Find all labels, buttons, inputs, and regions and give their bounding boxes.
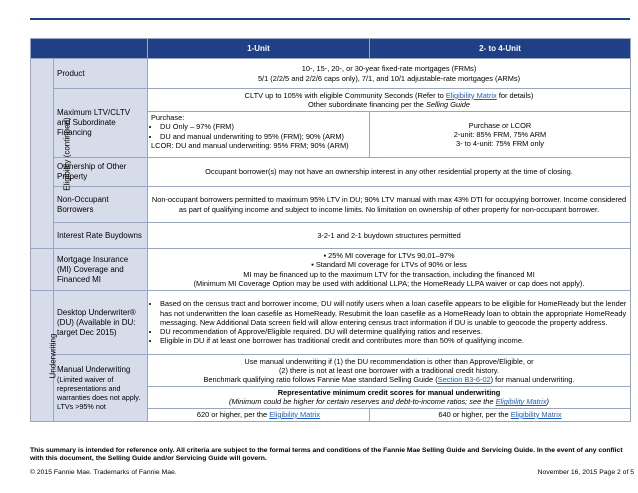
du-list xyxy=(151,299,627,345)
mi-b1-text: 25% MI coverage for LTVs 90.01–97% xyxy=(328,251,455,260)
link-eligibility-matrix-score2[interactable]: Eligibility Matrix xyxy=(510,409,562,419)
manual-rep-title: Representative minimum credit scores for manual underwriting xyxy=(277,388,501,397)
header-2-4-unit: 2- to 4-Unit xyxy=(370,39,631,59)
row-ownership xyxy=(31,158,631,187)
ltv-1unit-cell xyxy=(148,112,370,158)
row-buydowns xyxy=(31,223,631,249)
manual-value xyxy=(148,355,631,387)
mi-value xyxy=(148,249,631,291)
ltv-purchase-b1: • DU Only – 97% (FRM) xyxy=(160,122,366,131)
mi-b1: ▪ 25% MI coverage for LTVs 90.01–97% xyxy=(323,251,455,260)
top-rule xyxy=(30,18,630,20)
section-eligibility-label: Eligibility (continued) xyxy=(62,116,72,191)
manual-l2: (2) there is not at least one borrower with a traditional credit history. xyxy=(278,365,500,375)
mi-b2: ▪ Standard MI coverage for LTVs of 90% or less xyxy=(311,260,467,270)
footer-bottom xyxy=(30,469,634,476)
label-max-ltv: Maximum LTV/CLTV and Subordinate Financing xyxy=(54,89,148,158)
section-underwriting xyxy=(31,291,58,422)
footer-copyright: © 2015 Fannie Mae. Trademarks of Fannie Mae. xyxy=(30,469,177,476)
ltv-multi-l1: 2-unit: 85% FRM, 75% ARM xyxy=(453,129,547,139)
score2-pre: 640 or higher, per the xyxy=(438,409,511,419)
manual-rep-sub xyxy=(151,397,627,406)
ltv-purchase-b2: • DU and manual underwriting to 95% (FRM); 90% (ARM) xyxy=(160,132,366,141)
ownership-value: Occupant borrower(s) may not have an ownership interest in any other residential property at the time of closing. xyxy=(148,158,631,187)
score-1-unit xyxy=(148,408,370,421)
footer-disclaimer: This summary is intended for reference only. All criteria are subject to the formal terms and conditions of the Fannie Mae Selling Guide and Servicing Guide. In the event of any conflict with this document, the Selling Guide and/or Servicing Guide will govern. xyxy=(30,447,623,463)
label-product: Product xyxy=(54,59,148,89)
section-underwriting-label: Underwriting xyxy=(48,333,58,379)
ltv-purchase-title: Purchase: xyxy=(151,113,185,122)
ltv-multi-title: Purchase or LCOR xyxy=(468,120,532,130)
ltv-multi-l2: 3- to 4-unit: 75% FRM only xyxy=(456,139,544,149)
ltv-top2-pre: Other subordinate financing per the xyxy=(308,100,426,109)
manual-l3-pre: Benchmark qualifying ratio follows Fannie Mae standard Selling Guide ( xyxy=(203,375,438,385)
link-eligibility-matrix-score1[interactable]: Eligibility Matrix xyxy=(269,409,321,419)
manual-l3 xyxy=(151,375,627,384)
section-eligibility-continued xyxy=(31,249,54,291)
homeready-matrix-table xyxy=(30,38,631,422)
buydowns-value: 3-2-1 and 2-1 buydown structures permitted xyxy=(148,223,631,249)
ltv-top-line1 xyxy=(151,91,627,100)
product-line1: 10-, 15-, 20-, or 30-year fixed-rate mortgages (FRMs) xyxy=(301,64,477,74)
ltv-lcor: LCOR: DU and manual underwriting: 95% FRM; 90% (ARM) xyxy=(151,140,349,150)
link-section-b3-6-02[interactable]: Section B3-6-02 xyxy=(437,375,491,385)
product-value xyxy=(148,59,631,89)
ltv-top-value xyxy=(148,89,631,112)
du-b2: • DU recommendation of Approve/Eligible required. DU will determine qualifying ratios and reserves. xyxy=(160,327,627,336)
ltv-top2-ital: Selling Guide xyxy=(425,100,470,109)
score-2-4-unit xyxy=(370,408,631,421)
label-non-occupant: Non-Occupant Borrowers xyxy=(54,187,148,223)
ltv-top-post: for details) xyxy=(496,90,534,100)
label-manual-title: Manual Underwriting xyxy=(57,364,131,374)
product-line2: 5/1 (2/2/5 and 2/2/6 caps only), 7/1, and 10/1 adjustable-rate mortgages (ARMs) xyxy=(257,73,521,83)
row-du xyxy=(31,291,631,355)
du-b1: • Based on the census tract and borrower income, DU will notify users when a loan casefile appears to be eligible for HomeReady but the lender has not underwritten the loan casefile as HomeReady. Resubmit the loan casefile as a HomeReady loan to obtain the appropriate HomeReady messaging. New Additional Data screen field will allow entering census tract information if DU is unable to geocode the property address. xyxy=(160,299,627,327)
table-header-row xyxy=(31,39,631,59)
ltv-top-line2 xyxy=(151,100,627,109)
header-1-unit: 1-Unit xyxy=(148,39,370,59)
mi-l3: MI may be financed up to the maximum LTV for the transaction, including the financed MI xyxy=(243,269,535,279)
manual-rep-sub-post: ) xyxy=(546,397,549,407)
row-mi xyxy=(31,249,631,291)
manual-l1: Use manual underwriting if (1) the DU recommendation is other than Approve/Eligible, or xyxy=(244,356,534,366)
manual-rep xyxy=(148,387,631,409)
link-eligibility-matrix-ltv[interactable]: Eligibility Matrix xyxy=(445,90,497,100)
row-product xyxy=(31,59,631,89)
score1-pre: 620 or higher, per the xyxy=(196,409,270,419)
footer-date-page: November 16, 2015 Page 2 of 5 xyxy=(537,469,634,476)
row-manual-top xyxy=(31,355,631,387)
ltv-multi-cell xyxy=(370,112,631,158)
non-occupant-value: Non-occupant borrowers permitted to maximum 95% LTV in DU; 90% LTV manual with max 43% DTI for occupying borrower. Income considered as part of qualifying income and subject to income limits. No limitation on ownership of other property for non-occupant borrower. xyxy=(148,187,631,223)
label-manual xyxy=(54,355,148,422)
label-manual-sub: (Limited waiver of representations and warranties does not apply. LTVs >95% not xyxy=(57,374,141,411)
ltv-purchase-list xyxy=(151,122,366,141)
mi-b2-text: Standard MI coverage for LTVs of 90% or less xyxy=(315,260,467,270)
top-bar xyxy=(0,0,638,20)
ltv-top-pre: CLTV up to 105% with eligible Community Seconds (Refer to xyxy=(244,90,446,100)
manual-l3-post: ) for manual underwriting. xyxy=(490,375,575,385)
label-du: Desktop Underwriter® (DU) (Available in DU: target Dec 2015) xyxy=(54,291,148,355)
link-eligibility-matrix-rep[interactable]: Eligibility Matrix xyxy=(495,397,547,407)
header-blank xyxy=(31,39,148,59)
row-non-occupant xyxy=(31,187,631,223)
label-mi: Mortgage Insurance (MI) Coverage and Financed MI xyxy=(54,249,148,291)
row-ltv-top xyxy=(31,89,631,112)
mi-l4: (Minimum MI Coverage Option may be used with additional LLPA; the HomeReady LLPA waiver or cap does not apply). xyxy=(193,278,585,288)
manual-rep-sub-pre: (Minimum could be higher for certain reserves and debt-to-income ratios; see the xyxy=(228,397,496,407)
label-buydowns: Interest Rate Buydowns xyxy=(54,223,148,249)
du-b3: • Eligible in DU if at least one borrower has traditional credit and contributes more than 50% of qualifying income. xyxy=(160,336,627,345)
label-ownership: Ownership of Other Property xyxy=(54,158,148,187)
du-value xyxy=(148,291,631,355)
